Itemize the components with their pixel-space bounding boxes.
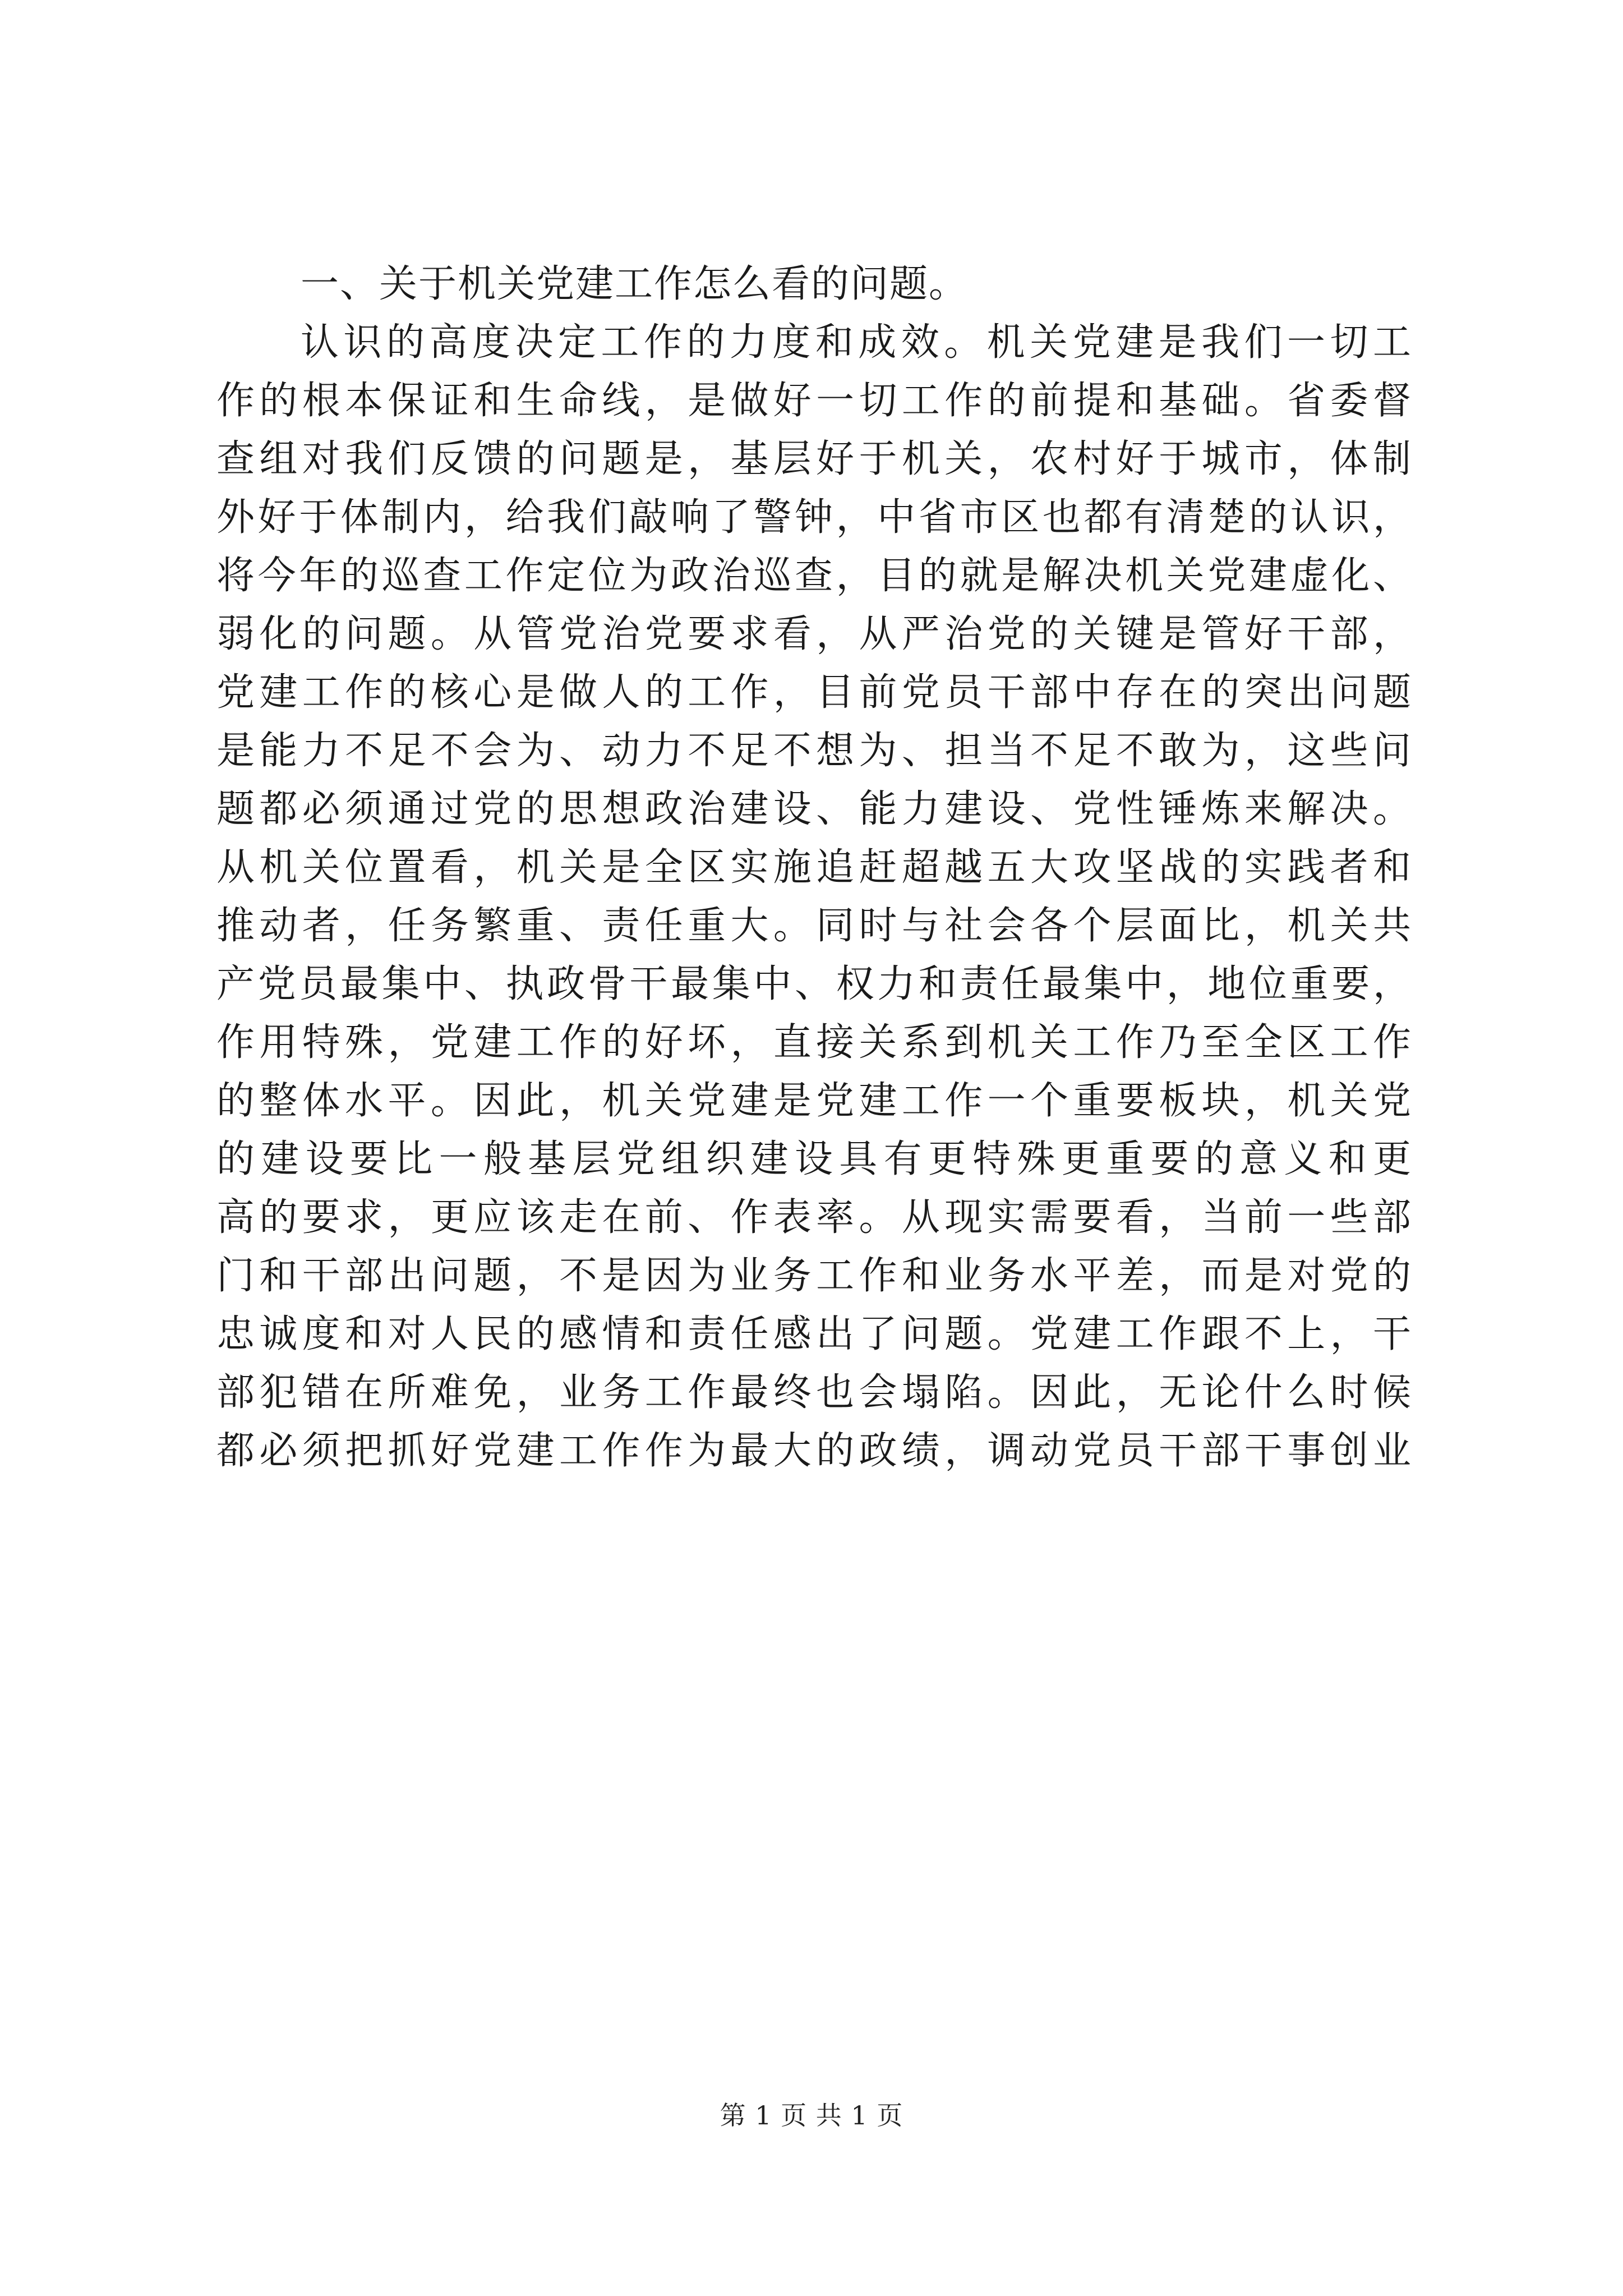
- paragraph-line: 认识的高度决定工作的力度和成效。机关党建是我们一切工: [301, 320, 1411, 365]
- paragraph-line: 产党员最集中、执政骨干最集中、权力和责任最集中，地位重要，: [216, 962, 1411, 1006]
- paragraph-line: 都必须把抓好党建工作作为最大的政绩，调动党员干部干事创业: [216, 1429, 1411, 1473]
- paragraph-line: 推动者，任务繁重、责任重大。同时与社会各个层面比，机关共: [216, 904, 1411, 948]
- paragraph-line: 高的要求，更应该走在前、作表率。从现实需要看，当前一些部: [216, 1195, 1411, 1240]
- paragraph-line: 从机关位置看，机关是全区实施追赶超越五大攻坚战的实践者和: [216, 845, 1411, 890]
- section-heading: 一、关于机关党建工作怎么看的问题。: [301, 262, 969, 306]
- page-footer: 第 1 页 共 1 页: [720, 2100, 903, 2131]
- paragraph-line: 题都必须通过党的思想政治建设、能力建设、党性锤炼来解决。: [216, 787, 1411, 831]
- document-body: [216, 255, 1411, 1480]
- paragraph-line: 忠诚度和对人民的感情和责任感出了问题。党建工作跟不上，干: [216, 1312, 1411, 1356]
- paragraph-line: 党建工作的核心是做人的工作，目前党员干部中存在的突出问题: [216, 670, 1411, 715]
- paragraph-line: 的建设要比一般基层党组织建设具有更特殊更重要的意义和更: [216, 1137, 1411, 1181]
- paragraph-line: 查组对我们反馈的问题是，基层好于机关，农村好于城市，体制: [216, 437, 1411, 481]
- paragraph-line: 门和干部出问题，不是因为业务工作和业务水平差，而是对党的: [216, 1254, 1411, 1298]
- paragraph-line: 的整体水平。因此，机关党建是党建工作一个重要板块，机关党: [216, 1079, 1411, 1123]
- paragraph-line: 外好于体制内，给我们敲响了警钟，中省市区也都有清楚的认识，: [216, 495, 1411, 540]
- paragraph-line: 作用特殊，党建工作的好坏，直接关系到机关工作乃至全区工作: [216, 1020, 1411, 1065]
- paragraph-line: 是能力不足不会为、动力不足不想为、担当不足不敢为，这些问: [216, 729, 1411, 773]
- paragraph-line: 将今年的巡查工作定位为政治巡查，目的就是解决机关党建虚化、: [216, 554, 1411, 598]
- paragraph-line: 弱化的问题。从管党治党要求看，从严治党的关键是管好干部，: [216, 612, 1411, 656]
- paragraph-line: 部犯错在所难免，业务工作最终也会塌陷。因此，无论什么时候: [216, 1370, 1411, 1415]
- paragraph-line: 作的根本保证和生命线，是做好一切工作的前提和基础。省委督: [216, 379, 1411, 423]
